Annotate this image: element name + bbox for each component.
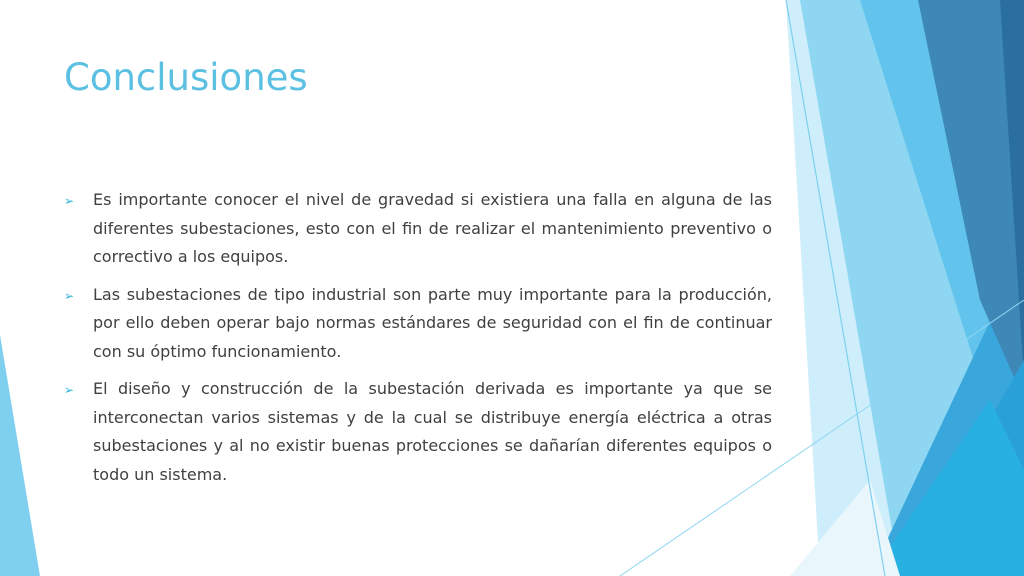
bullet-text: Las subestaciones de tipo industrial son parte muy importante para la producción, por ello deben operar bajo normas estándares de seguridad con el fin de continuar con su óptimo funcionamiento. — [93, 284, 772, 361]
bullet-item — [64, 375, 772, 489]
bullet-text: El diseño y construcción de la subestación derivada es importante ya que se interconectan varios sistemas y de la cual se distribuye energía eléctrica a otras subestaciones y al no existir buenas protecciones se dañarían diferentes equipos o todo un sistema. — [93, 379, 772, 484]
slide-title: Conclusiones — [64, 56, 308, 99]
bullet-text: Es importante conocer el nivel de gravedad si existiera una falla en alguna de las diferentes subestaciones, esto con el fin de realizar el mantenimiento preventivo o correctivo a los equipos. — [93, 190, 772, 266]
bullet-list — [64, 186, 772, 498]
arrow-bullet-icon: ➢ — [64, 194, 75, 208]
arrow-bullet-icon: ➢ — [64, 288, 75, 303]
left-edge-shard — [0, 335, 40, 576]
bullet-item — [64, 281, 772, 367]
bullet-item — [64, 186, 772, 272]
arrow-bullet-icon: ➢ — [64, 383, 75, 397]
